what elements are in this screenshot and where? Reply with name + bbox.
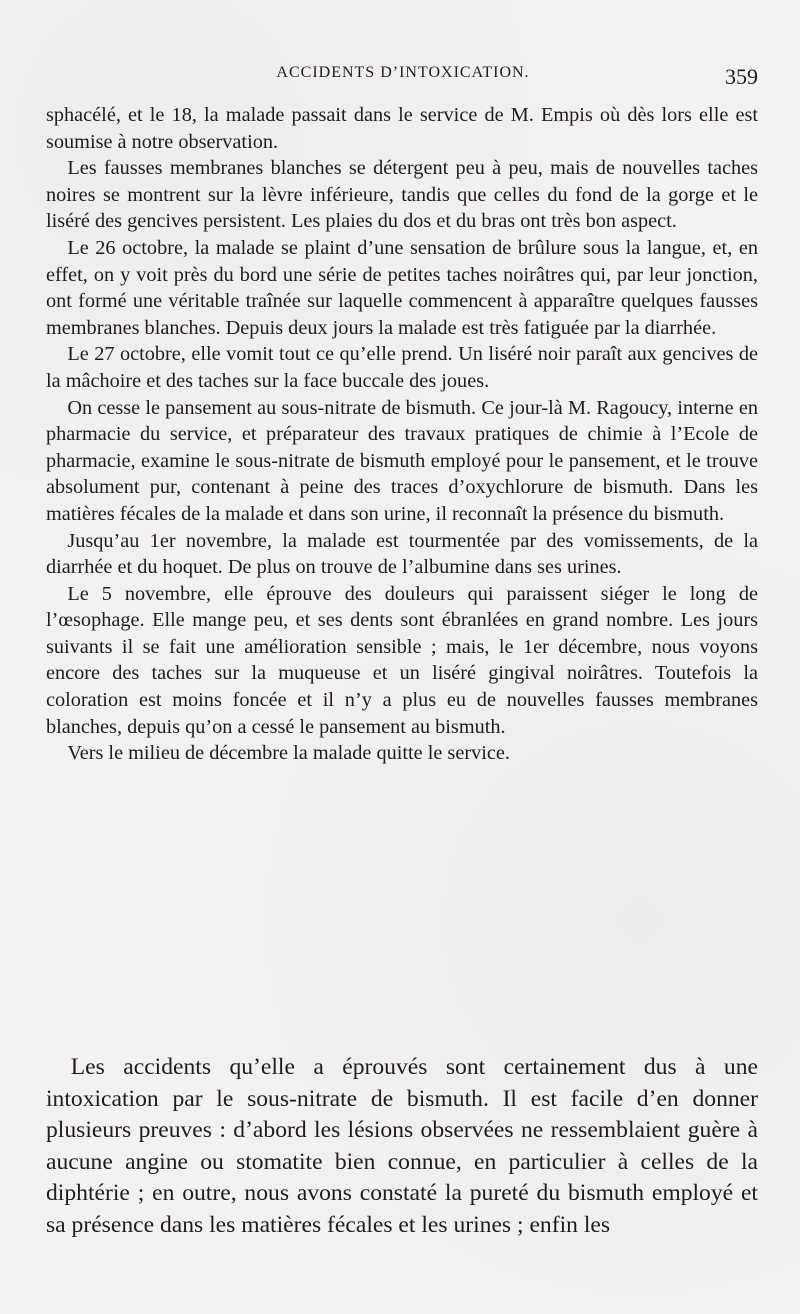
page-number: 359: [725, 64, 758, 89]
paragraph-1: sphacélé, et le 18, la malade passait dans le service de M. Empis où dès lors elle est soumise à notre observation.: [46, 104, 758, 153]
paragraph-6: Jusqu’au 1er novembre, la malade est tourmentée par des vomissements, de la diarrhée et du hoquet. De plus on trouve de l’albumine dans ses urines.: [46, 529, 758, 579]
chapter-title: ACCIDENTS D’INTOXICATION.: [276, 64, 530, 81]
paragraph-2: Les fausses membranes blanches se détergent peu à peu, mais de nouvelles taches noires se montrent sur la lèvre inférieure, tandis que celles du fond de la gorge et le liséré des gencives persistent. Les plaies du dos et du bras ont très bon aspect.: [46, 157, 758, 233]
paragraph-5: On cesse le pansement au sous-nitrate de bismuth. Ce jour-là M. Ragoucy, interne en pharmacie du service, et préparateur des travaux pratiques de chimie à l’Ecole de pharmacie, examine le sous-nitrate de bismuth employé pour le pansement, et le trouve absolument pur, contenant à peine des traces d’oxychlorure de bismuth. Dans les matières fécales de la malade et dans son urine, il reconnaît la présence du bismuth.: [46, 396, 758, 525]
conclusion-paragraph: Les accidents qu’elle a éprouvés sont certainement dus à une intoxication par le sous-nitrate de bismuth. Il est facile d’en donner plusieurs preuves : d’abord les lésions observées ne ressemblaient guère à aucune angine ou stomatite bien connue, en particulier à celles de la diphtérie ; en outre, nous avons constaté la pureté du bismuth employé et sa présence dans les matières fécales et les urines ; enfin les: [46, 1054, 758, 1238]
observation-text: [46, 102, 758, 767]
paragraph-8: Vers le milieu de décembre la malade quitte le service.: [67, 742, 510, 765]
paragraph-3: Le 26 octobre, la malade se plaint d’une sensation de brûlure sous la langue, et, en effet, on y voit près du bord une série de petites taches noirâtres qui, par leur jonction, ont formé une véritable traînée sur laquelle commencent à apparaître quelques fausses membranes blanches. Depuis deux jours la malade est très fatiguée par la diarrhée.: [46, 236, 758, 339]
running-header: [48, 64, 758, 88]
paragraph-7: Le 5 novembre, elle éprouve des douleurs qui paraissent siéger le long de l’œsophage. Elle mange peu, et ses dents sont ébranlées en grand nombre. Les jours suivants il se fait une amélioration sensible ; mais, le 1er décembre, nous voyons encore des taches sur la muqueuse et un liséré gingival noirâtres. Toutefois la coloration est moins foncée et il n’y a plus eu de nouvelles fausses membranes blanches, depuis qu’on a cessé le pansement au bismuth.: [46, 582, 758, 738]
commentary-text: [46, 1052, 758, 1242]
paragraph-4: Le 27 octobre, elle vomit tout ce qu’elle prend. Un liséré noir paraît aux gencives de la mâchoire et des taches sur la face buccale des joues.: [46, 343, 758, 392]
